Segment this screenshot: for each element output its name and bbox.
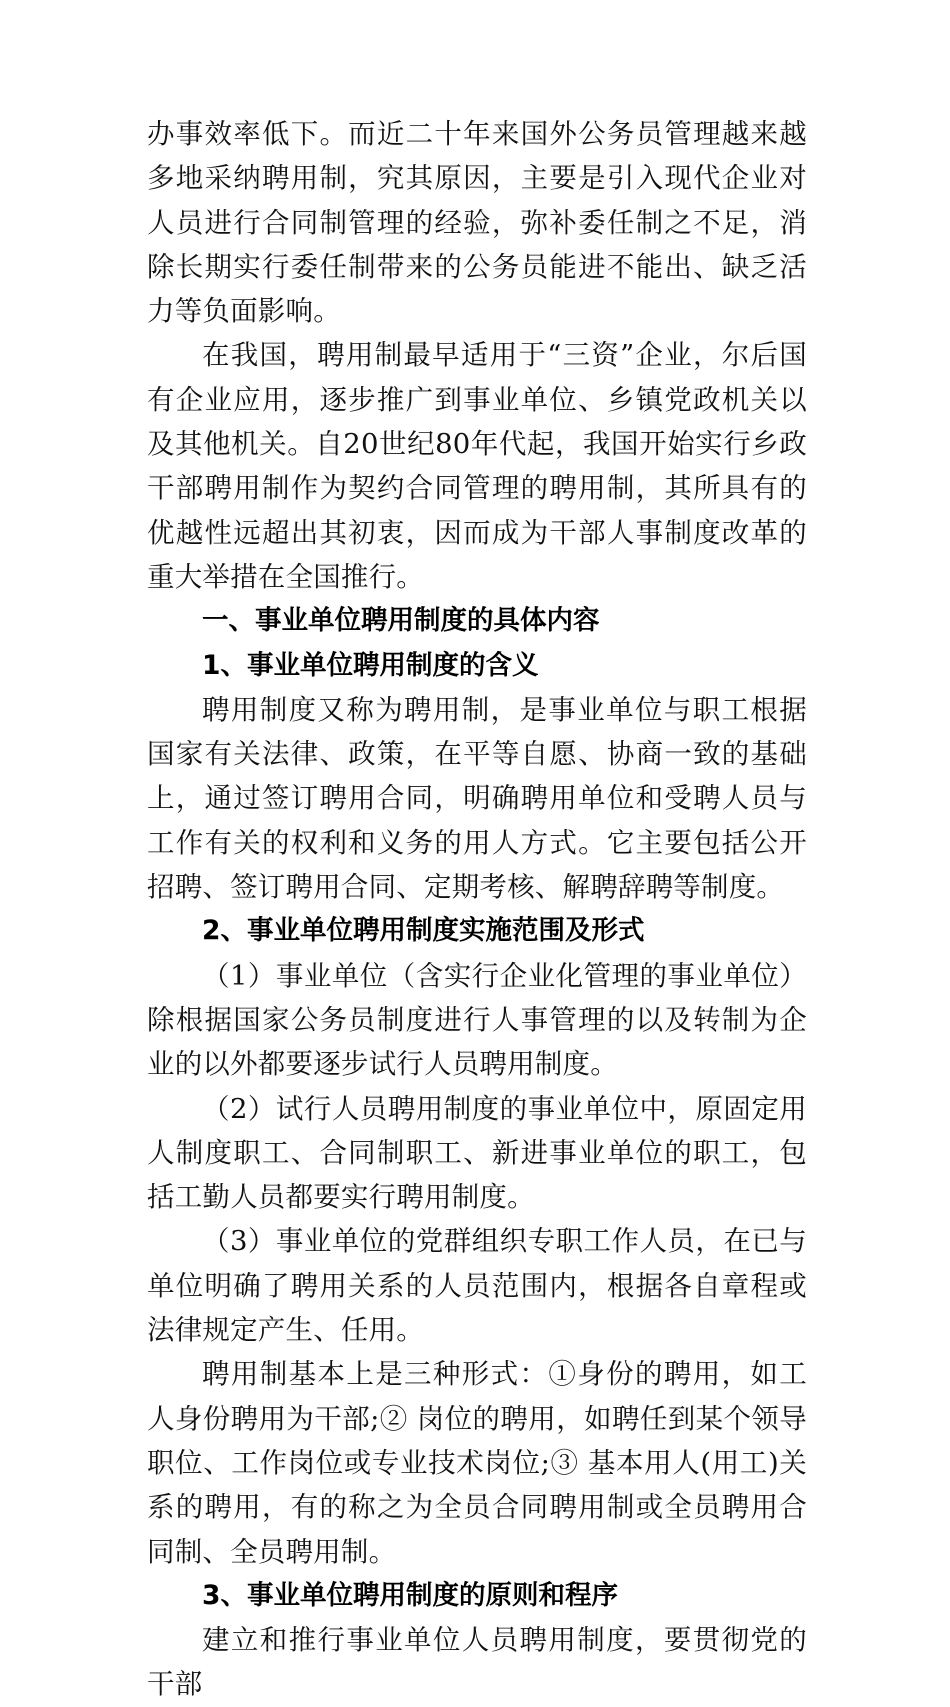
subsection-heading-3: 3、事业单位聘用制度的原则和程序	[202, 1579, 618, 1611]
paragraph-7: 聘用制基本上是三种形式：①身份的聘用，如工人身份聘用为干部;② 岗位的聘用，如聘任到某个领导职位、工作岗位或专业技术岗位;③ 基本用人(用工)关系的聘用，有的称之为全员合同聘用制或全员聘用合同制、全员聘用制。	[147, 1358, 807, 1568]
document-body	[147, 112, 807, 1707]
section-heading-1: 一、事业单位聘用制度的具体内容	[202, 605, 600, 637]
subsection-heading-1: 1、事业单位聘用制度的含义	[202, 649, 539, 681]
paragraph-5: （2）试行人员聘用制度的事业单位中，原固定用人制度职工、合同制职工、新进事业单位的职工，包括工勤人员都要实行聘用制度。	[147, 1092, 807, 1214]
paragraph-2: 在我国，聘用制最早适用于“三资”企业，尔后国有企业应用，逐步推广到事业单位、乡镇党政机关以及其他机关。自20世纪80年代起，我国开始实行乡政干部聘用制作为契约合同管理的聘用制，其所具有的优越性远超出其初衷，因而成为干部人事制度改革的重大举措在全国推行。	[147, 339, 807, 593]
subsection-heading-2: 2、事业单位聘用制度实施范围及形式	[202, 915, 645, 947]
paragraph-4: （1）事业单位（含实行企业化管理的事业单位）除根据国家公务员制度进行人事管理的以及转制为企业的以外都要逐步试行人员聘用制度。	[147, 959, 807, 1081]
paragraph-1: 办事效率低下。而近二十年来国外公务员管理越来越多地采纳聘用制，究其原因，主要是引入现代企业对人员进行合同制管理的经验，弥补委任制之不足，消除长期实行委任制带来的公务员能进不能出、缺乏活力等负面影响。	[147, 118, 807, 328]
paragraph-6: （3）事业单位的党群组织专职工作人员，在已与单位明确了聘用关系的人员范围内，根据各自章程或法律规定产生、任用。	[147, 1225, 807, 1347]
paragraph-3: 聘用制度又称为聘用制，是事业单位与职工根据国家有关法律、政策，在平等自愿、协商一致的基础上，通过签订聘用合同，明确聘用单位和受聘人员与工作有关的权利和义务的用人方式。它主要包括公开招聘、签订聘用合同、定期考核、解聘辞聘等制度。	[147, 693, 807, 904]
paragraph-8: 建立和推行事业单位人员聘用制度，要贯彻党的干部	[147, 1624, 807, 1701]
